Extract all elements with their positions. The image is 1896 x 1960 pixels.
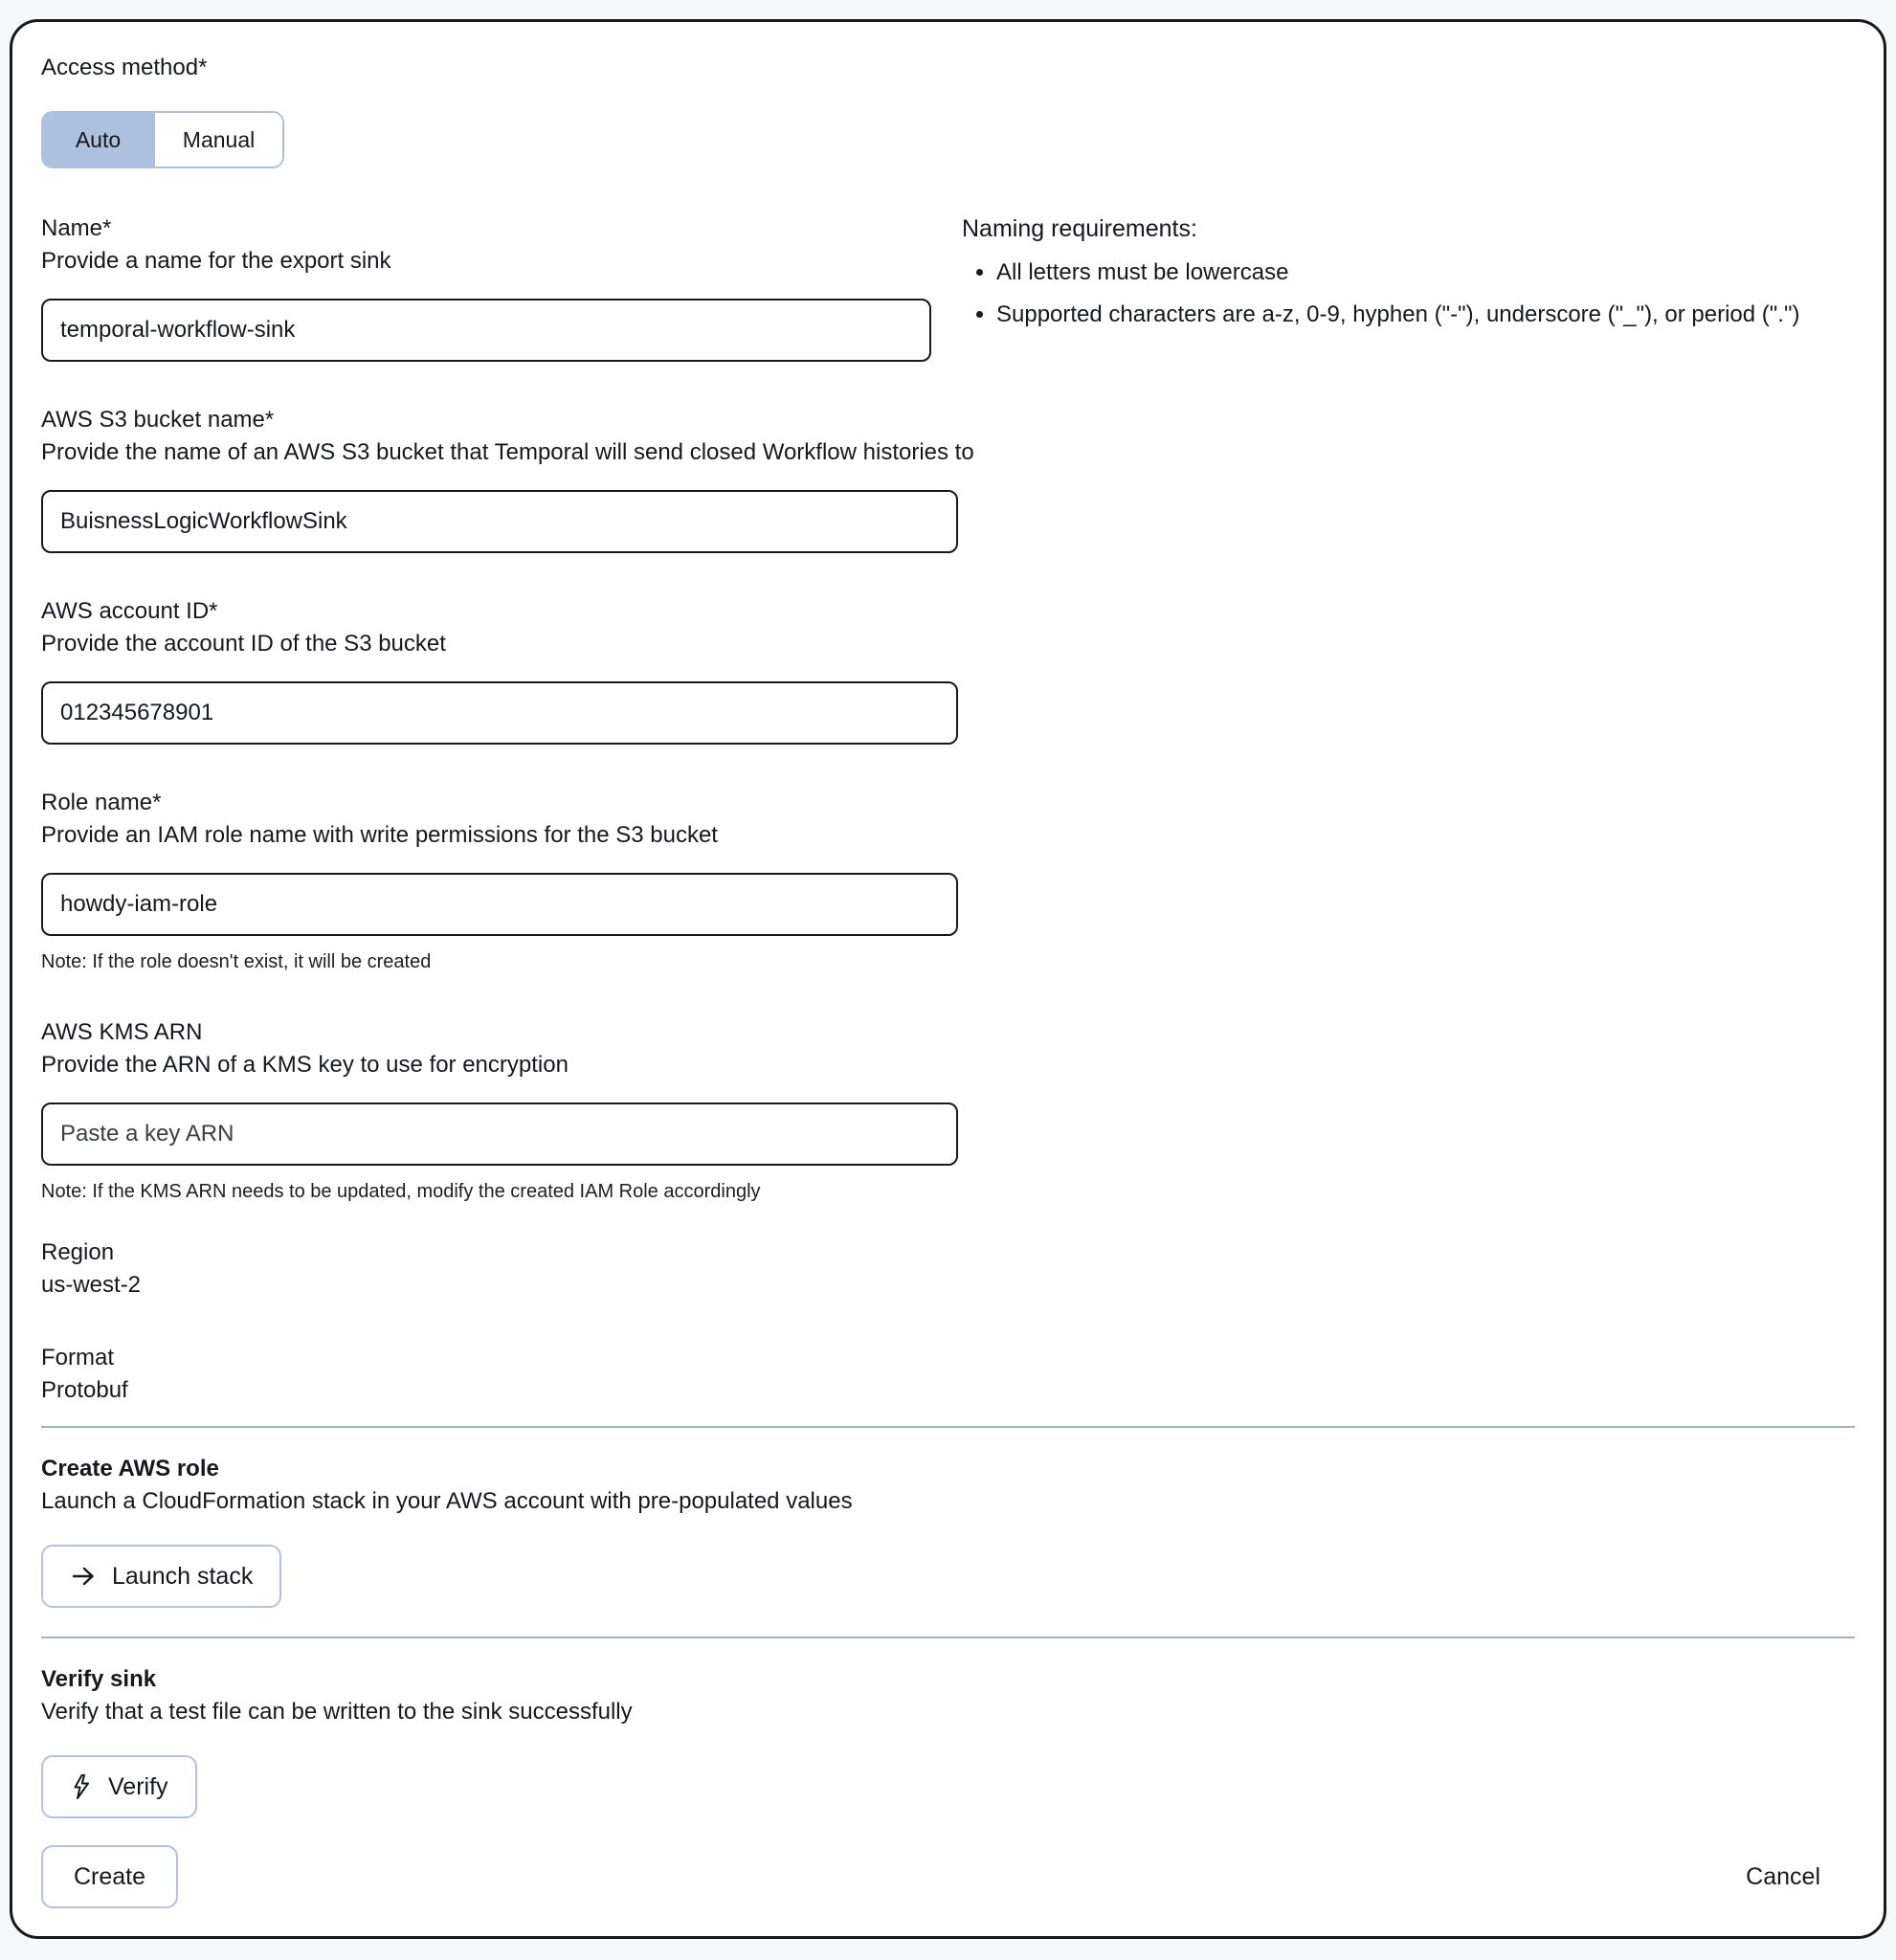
role-name-input[interactable] xyxy=(41,873,958,936)
account-field-label: AWS account ID* xyxy=(41,598,218,624)
format-label: Format xyxy=(41,1345,115,1370)
naming-requirements xyxy=(962,214,1855,362)
role-field-description: Provide an IAM role name with write permissions for the S3 bucket xyxy=(41,822,718,848)
cancel-button[interactable]: Cancel xyxy=(1740,1862,1826,1892)
name-field-description: Provide a name for the export sink xyxy=(41,248,391,274)
launch-stack-label: Launch stack xyxy=(112,1562,254,1590)
kms-arn-input[interactable] xyxy=(41,1102,958,1166)
access-method-toggle xyxy=(41,111,284,168)
format-value: Protobuf xyxy=(41,1377,128,1403)
verify-label: Verify xyxy=(108,1772,168,1800)
bucket-input[interactable] xyxy=(41,490,958,553)
account-field-description: Provide the account ID of the S3 bucket xyxy=(41,631,446,657)
bucket-field-label: AWS S3 bucket name* xyxy=(41,407,275,433)
naming-requirement-item: • All letters must be lowercase xyxy=(996,256,1800,289)
section-divider xyxy=(41,1637,1855,1638)
bucket-field-description: Provide the name of an AWS S3 bucket that Temporal will send closed Workflow histories to xyxy=(41,439,974,465)
naming-requirement-item: • Supported characters are a-z, 0-9, hyphen ("-"), underscore ("_"), or period (".") xyxy=(996,299,1800,331)
region-value: us-west-2 xyxy=(41,1272,142,1298)
bucket-field-section xyxy=(41,406,1855,553)
kms-field-description: Provide the ARN of a KMS key to use for encryption xyxy=(41,1052,569,1078)
region-section xyxy=(41,1238,1855,1300)
create-role-section xyxy=(41,1455,1855,1608)
naming-requirements-title: Naming requirements: xyxy=(962,215,1197,242)
role-note: Note: If the role doesn't exist, it will be created xyxy=(41,951,432,972)
role-field-section xyxy=(41,789,1855,974)
kms-note: Note: If the KMS ARN needs to be updated, modify the created IAM Role accordingly xyxy=(41,1181,761,1202)
create-role-title: Create AWS role xyxy=(41,1456,219,1481)
toggle-option-auto[interactable]: Auto xyxy=(43,113,153,167)
format-section xyxy=(41,1344,1855,1405)
lightning-icon xyxy=(70,1773,93,1800)
naming-requirements-list xyxy=(962,256,1855,331)
section-divider xyxy=(41,1426,1855,1428)
verify-sink-description: Verify that a test file can be written to the sink successfully xyxy=(41,1699,633,1725)
account-id-input[interactable] xyxy=(41,681,958,745)
launch-stack-button[interactable] xyxy=(41,1545,281,1608)
account-field-section xyxy=(41,597,1855,745)
arrow-right-icon xyxy=(70,1563,97,1590)
create-role-description: Launch a CloudFormation stack in your AWS account with pre-populated values xyxy=(41,1488,853,1514)
name-field-label: Name* xyxy=(41,215,112,241)
form-footer xyxy=(41,1845,1855,1908)
name-field-section xyxy=(41,214,931,362)
kms-field-section xyxy=(41,1018,1855,1204)
toggle-option-manual[interactable]: Manual xyxy=(153,113,282,167)
role-field-label: Role name* xyxy=(41,790,162,815)
create-button[interactable]: Create xyxy=(41,1845,178,1908)
verify-button[interactable] xyxy=(41,1755,197,1818)
export-sink-form xyxy=(10,19,1886,1939)
access-method-label: Access method* xyxy=(41,55,208,80)
verify-sink-section xyxy=(41,1665,1855,1818)
verify-sink-title: Verify sink xyxy=(41,1666,157,1692)
kms-field-label: AWS KMS ARN xyxy=(41,1019,203,1045)
name-input[interactable] xyxy=(41,299,931,362)
region-label: Region xyxy=(41,1239,115,1265)
